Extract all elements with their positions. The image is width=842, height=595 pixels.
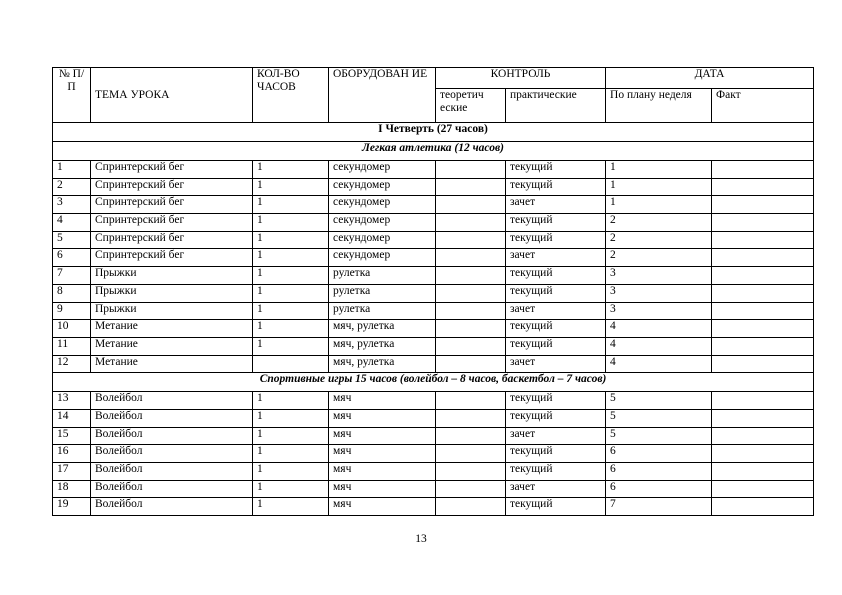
quarter-title: I Четверть (27 часов) <box>53 123 814 142</box>
cell-theory <box>436 196 506 214</box>
cell-plan-week: 1 <box>606 178 712 196</box>
section2-row <box>53 373 814 392</box>
cell-hours: 1 <box>253 480 329 498</box>
table-row <box>53 267 814 285</box>
cell-theory <box>436 355 506 373</box>
cell-number: 15 <box>53 427 91 445</box>
cell-hours: 1 <box>253 249 329 267</box>
cell-topic: Прыжки <box>91 284 253 302</box>
cell-hours: 1 <box>253 267 329 285</box>
cell-equipment: мяч <box>329 480 436 498</box>
cell-equipment: мяч <box>329 445 436 463</box>
cell-fact <box>712 231 814 249</box>
table-row <box>53 337 814 355</box>
cell-plan-week: 1 <box>606 196 712 214</box>
table-row <box>53 409 814 427</box>
cell-theory <box>436 249 506 267</box>
cell-equipment: секундомер <box>329 231 436 249</box>
cell-equipment: рулетка <box>329 267 436 285</box>
cell-theory <box>436 178 506 196</box>
cell-plan-week: 4 <box>606 320 712 338</box>
cell-practice: текущий <box>506 498 606 516</box>
cell-hours: 1 <box>253 284 329 302</box>
table-row <box>53 392 814 410</box>
table-row <box>53 214 814 232</box>
cell-practice: текущий <box>506 267 606 285</box>
cell-practice: зачет <box>506 196 606 214</box>
cell-practice: текущий <box>506 320 606 338</box>
cell-fact <box>712 196 814 214</box>
cell-plan-week: 4 <box>606 337 712 355</box>
cell-practice: текущий <box>506 231 606 249</box>
cell-hours <box>253 355 329 373</box>
cell-fact <box>712 392 814 410</box>
cell-equipment: рулетка <box>329 284 436 302</box>
header-row-1 <box>53 68 814 89</box>
cell-theory <box>436 302 506 320</box>
cell-fact <box>712 463 814 481</box>
cell-equipment: мяч <box>329 392 436 410</box>
cell-plan-week: 3 <box>606 284 712 302</box>
cell-plan-week: 5 <box>606 427 712 445</box>
cell-number: 12 <box>53 355 91 373</box>
cell-equipment: секундомер <box>329 196 436 214</box>
header-practice: практические <box>506 89 606 123</box>
cell-plan-week: 4 <box>606 355 712 373</box>
cell-hours: 1 <box>253 231 329 249</box>
cell-plan-week: 7 <box>606 498 712 516</box>
cell-hours: 1 <box>253 498 329 516</box>
cell-hours: 1 <box>253 445 329 463</box>
cell-equipment: мяч <box>329 427 436 445</box>
section-sport-games-title: Спортивные игры 15 часов (волейбол – 8 часов, баскетбол – 7 часов) <box>53 373 814 392</box>
cell-number: 13 <box>53 392 91 410</box>
cell-equipment: мяч <box>329 409 436 427</box>
cell-number: 4 <box>53 214 91 232</box>
cell-hours: 1 <box>253 178 329 196</box>
cell-theory <box>436 392 506 410</box>
cell-topic: Метание <box>91 355 253 373</box>
cell-practice: текущий <box>506 392 606 410</box>
cell-hours: 1 <box>253 302 329 320</box>
cell-equipment: мяч, рулетка <box>329 320 436 338</box>
cell-topic: Прыжки <box>91 267 253 285</box>
header-theory: теоретич еские <box>436 89 506 123</box>
cell-practice: зачет <box>506 302 606 320</box>
cell-practice: зачет <box>506 427 606 445</box>
cell-number: 16 <box>53 445 91 463</box>
cell-number: 18 <box>53 480 91 498</box>
cell-hours: 1 <box>253 392 329 410</box>
lesson-plan-table <box>52 67 814 516</box>
cell-practice: текущий <box>506 445 606 463</box>
table-row <box>53 480 814 498</box>
cell-equipment: секундомер <box>329 178 436 196</box>
header-equipment: ОБОРУДОВАН ИЕ <box>329 68 436 123</box>
cell-plan-week: 2 <box>606 231 712 249</box>
table-row <box>53 196 814 214</box>
cell-practice: текущий <box>506 161 606 179</box>
cell-equipment: секундомер <box>329 249 436 267</box>
cell-theory <box>436 214 506 232</box>
cell-equipment: мяч, рулетка <box>329 355 436 373</box>
cell-hours: 1 <box>253 214 329 232</box>
cell-practice: текущий <box>506 178 606 196</box>
cell-number: 11 <box>53 337 91 355</box>
cell-topic: Спринтерский бег <box>91 249 253 267</box>
cell-practice: текущий <box>506 337 606 355</box>
cell-hours: 1 <box>253 161 329 179</box>
cell-equipment: мяч <box>329 463 436 481</box>
cell-plan-week: 3 <box>606 302 712 320</box>
cell-theory <box>436 480 506 498</box>
cell-theory <box>436 409 506 427</box>
cell-equipment: мяч, рулетка <box>329 337 436 355</box>
table-row <box>53 427 814 445</box>
table-row <box>53 284 814 302</box>
cell-equipment: рулетка <box>329 302 436 320</box>
cell-plan-week: 5 <box>606 392 712 410</box>
cell-fact <box>712 480 814 498</box>
cell-practice: текущий <box>506 284 606 302</box>
cell-plan-week: 6 <box>606 480 712 498</box>
cell-practice: зачет <box>506 249 606 267</box>
cell-practice: текущий <box>506 463 606 481</box>
table-row <box>53 498 814 516</box>
cell-theory <box>436 320 506 338</box>
cell-topic: Волейбол <box>91 498 253 516</box>
cell-fact <box>712 427 814 445</box>
cell-fact <box>712 337 814 355</box>
cell-theory <box>436 427 506 445</box>
cell-number: 14 <box>53 409 91 427</box>
cell-hours: 1 <box>253 427 329 445</box>
table-row <box>53 249 814 267</box>
quarter-row <box>53 123 814 142</box>
cell-equipment: секундомер <box>329 161 436 179</box>
header-date: ДАТА <box>606 68 814 89</box>
header-number: № П/П <box>53 68 91 123</box>
cell-fact <box>712 445 814 463</box>
cell-plan-week: 6 <box>606 463 712 481</box>
cell-plan-week: 3 <box>606 267 712 285</box>
cell-topic: Спринтерский бег <box>91 161 253 179</box>
cell-fact <box>712 214 814 232</box>
cell-number: 2 <box>53 178 91 196</box>
cell-number: 5 <box>53 231 91 249</box>
cell-topic: Волейбол <box>91 445 253 463</box>
header-fact: Факт <box>712 89 814 123</box>
header-plan: По плану неделя <box>606 89 712 123</box>
cell-fact <box>712 409 814 427</box>
cell-theory <box>436 267 506 285</box>
cell-topic: Спринтерский бег <box>91 178 253 196</box>
cell-fact <box>712 355 814 373</box>
cell-theory <box>436 337 506 355</box>
cell-fact <box>712 267 814 285</box>
cell-fact <box>712 498 814 516</box>
section1-row <box>53 142 814 161</box>
cell-theory <box>436 463 506 481</box>
cell-fact <box>712 249 814 267</box>
cell-fact <box>712 284 814 302</box>
cell-topic: Волейбол <box>91 392 253 410</box>
cell-equipment: мяч <box>329 498 436 516</box>
cell-practice: зачет <box>506 355 606 373</box>
cell-topic: Спринтерский бег <box>91 196 253 214</box>
cell-theory <box>436 161 506 179</box>
cell-number: 7 <box>53 267 91 285</box>
table-row <box>53 302 814 320</box>
cell-plan-week: 6 <box>606 445 712 463</box>
cell-fact <box>712 302 814 320</box>
table-row <box>53 355 814 373</box>
header-control: КОНТРОЛЬ <box>436 68 606 89</box>
cell-topic: Волейбол <box>91 427 253 445</box>
cell-number: 8 <box>53 284 91 302</box>
cell-practice: текущий <box>506 214 606 232</box>
cell-topic: Спринтерский бег <box>91 214 253 232</box>
cell-plan-week: 1 <box>606 161 712 179</box>
cell-theory <box>436 445 506 463</box>
cell-topic: Спринтерский бег <box>91 231 253 249</box>
section-athletics-title: Легкая атлетика (12 часов) <box>53 142 814 161</box>
table-row <box>53 320 814 338</box>
table-row <box>53 178 814 196</box>
cell-plan-week: 2 <box>606 214 712 232</box>
cell-number: 19 <box>53 498 91 516</box>
cell-hours: 1 <box>253 337 329 355</box>
cell-number: 9 <box>53 302 91 320</box>
page-number: 13 <box>415 533 427 545</box>
cell-equipment: секундомер <box>329 214 436 232</box>
cell-topic: Метание <box>91 337 253 355</box>
table-row <box>53 445 814 463</box>
table-row <box>53 231 814 249</box>
cell-hours: 1 <box>253 409 329 427</box>
cell-number: 6 <box>53 249 91 267</box>
header-hours: КОЛ-ВО ЧАСОВ <box>253 68 329 123</box>
cell-theory <box>436 498 506 516</box>
cell-topic: Метание <box>91 320 253 338</box>
cell-practice: текущий <box>506 409 606 427</box>
cell-theory <box>436 231 506 249</box>
cell-hours: 1 <box>253 196 329 214</box>
cell-fact <box>712 161 814 179</box>
cell-fact <box>712 178 814 196</box>
cell-number: 10 <box>53 320 91 338</box>
table-row <box>53 161 814 179</box>
cell-practice: зачет <box>506 480 606 498</box>
cell-plan-week: 5 <box>606 409 712 427</box>
cell-number: 17 <box>53 463 91 481</box>
cell-fact <box>712 320 814 338</box>
cell-topic: Волейбол <box>91 480 253 498</box>
table-row <box>53 463 814 481</box>
cell-number: 1 <box>53 161 91 179</box>
cell-topic: Волейбол <box>91 409 253 427</box>
cell-hours: 1 <box>253 320 329 338</box>
cell-topic: Волейбол <box>91 463 253 481</box>
header-topic: ТЕМА УРОКА <box>91 68 253 123</box>
cell-plan-week: 2 <box>606 249 712 267</box>
cell-topic: Прыжки <box>91 302 253 320</box>
cell-theory <box>436 284 506 302</box>
cell-hours: 1 <box>253 463 329 481</box>
cell-number: 3 <box>53 196 91 214</box>
